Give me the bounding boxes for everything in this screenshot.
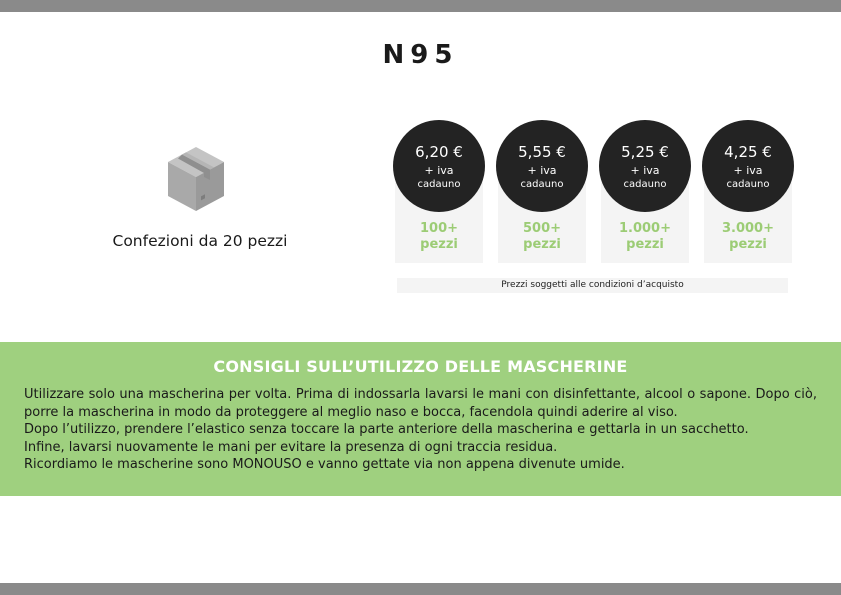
tier-quantity (702, 221, 794, 253)
tier-quantity (393, 221, 485, 253)
tier-price: 6,20 € (415, 143, 463, 161)
tier-qty-unit: pezzi (523, 237, 561, 252)
tier-unit: cadauno (417, 179, 461, 190)
price-badge (702, 120, 794, 212)
advice-title: CONSIGLI SULL’UTILIZZO DELLE MASCHERINE (213, 357, 628, 376)
price-badge (599, 120, 691, 212)
tier-unit: cadauno (623, 179, 667, 190)
tier-qty-value: 500+ (522, 221, 562, 236)
bottom-bar (0, 583, 841, 595)
page-title: N95 (382, 40, 459, 70)
tier-price: 4,25 € (724, 143, 772, 161)
tier-tax: + iva (424, 164, 454, 177)
tier-price: 5,25 € (621, 143, 669, 161)
price-tier-100 (393, 120, 485, 263)
tier-qty-unit: pezzi (729, 237, 767, 252)
tier-qty-unit: pezzi (420, 237, 458, 252)
price-tier-3000 (702, 120, 794, 263)
tier-unit: cadauno (520, 179, 564, 190)
advice-paragraph: Infine, lavarsi nuovamente le mani per evitare la presenza di ogni traccia residua. (24, 439, 558, 455)
tier-quantity (599, 221, 691, 253)
tier-qty-unit: pezzi (626, 237, 664, 252)
tier-price: 5,55 € (518, 143, 566, 161)
price-tier-1000 (599, 120, 691, 263)
advice-paragraph: Utilizzare solo una mascherina per volta. Prima di indossarla lavarsi le mani con disinfettante, alcool o sapone. Dopo ciò, porre la mascherina in modo da proteggere al meglio naso e bocca, facendola quindi aderire al viso. (24, 387, 817, 420)
advice-section (0, 342, 841, 496)
top-bar (0, 0, 841, 12)
advice-body (24, 386, 817, 474)
tier-tax: + iva (733, 164, 763, 177)
price-badge (393, 120, 485, 212)
advice-paragraph: Ricordiamo le mascherine sono MONOUSO e vanno gettate via non appena divenute umide. (24, 457, 625, 472)
price-badge (496, 120, 588, 212)
tier-qty-value: 3.000+ (721, 221, 774, 236)
box-icon (166, 145, 226, 213)
tier-qty-value: 100+ (419, 221, 459, 236)
tier-quantity (496, 221, 588, 253)
package-label: Confezioni da 20 pezzi (112, 232, 288, 250)
tier-tax: + iva (527, 164, 557, 177)
price-tier-500 (496, 120, 588, 263)
advice-paragraph: Dopo l’utilizzo, prendere l’elastico senza toccare la parte anteriore della mascherina e gettarla in un sacchetto. (24, 422, 749, 437)
price-conditions-note: Prezzi soggetti alle condizioni d’acquisto (397, 278, 788, 293)
tier-tax: + iva (630, 164, 660, 177)
tier-unit: cadauno (726, 179, 770, 190)
tier-qty-value: 1.000+ (618, 221, 671, 236)
